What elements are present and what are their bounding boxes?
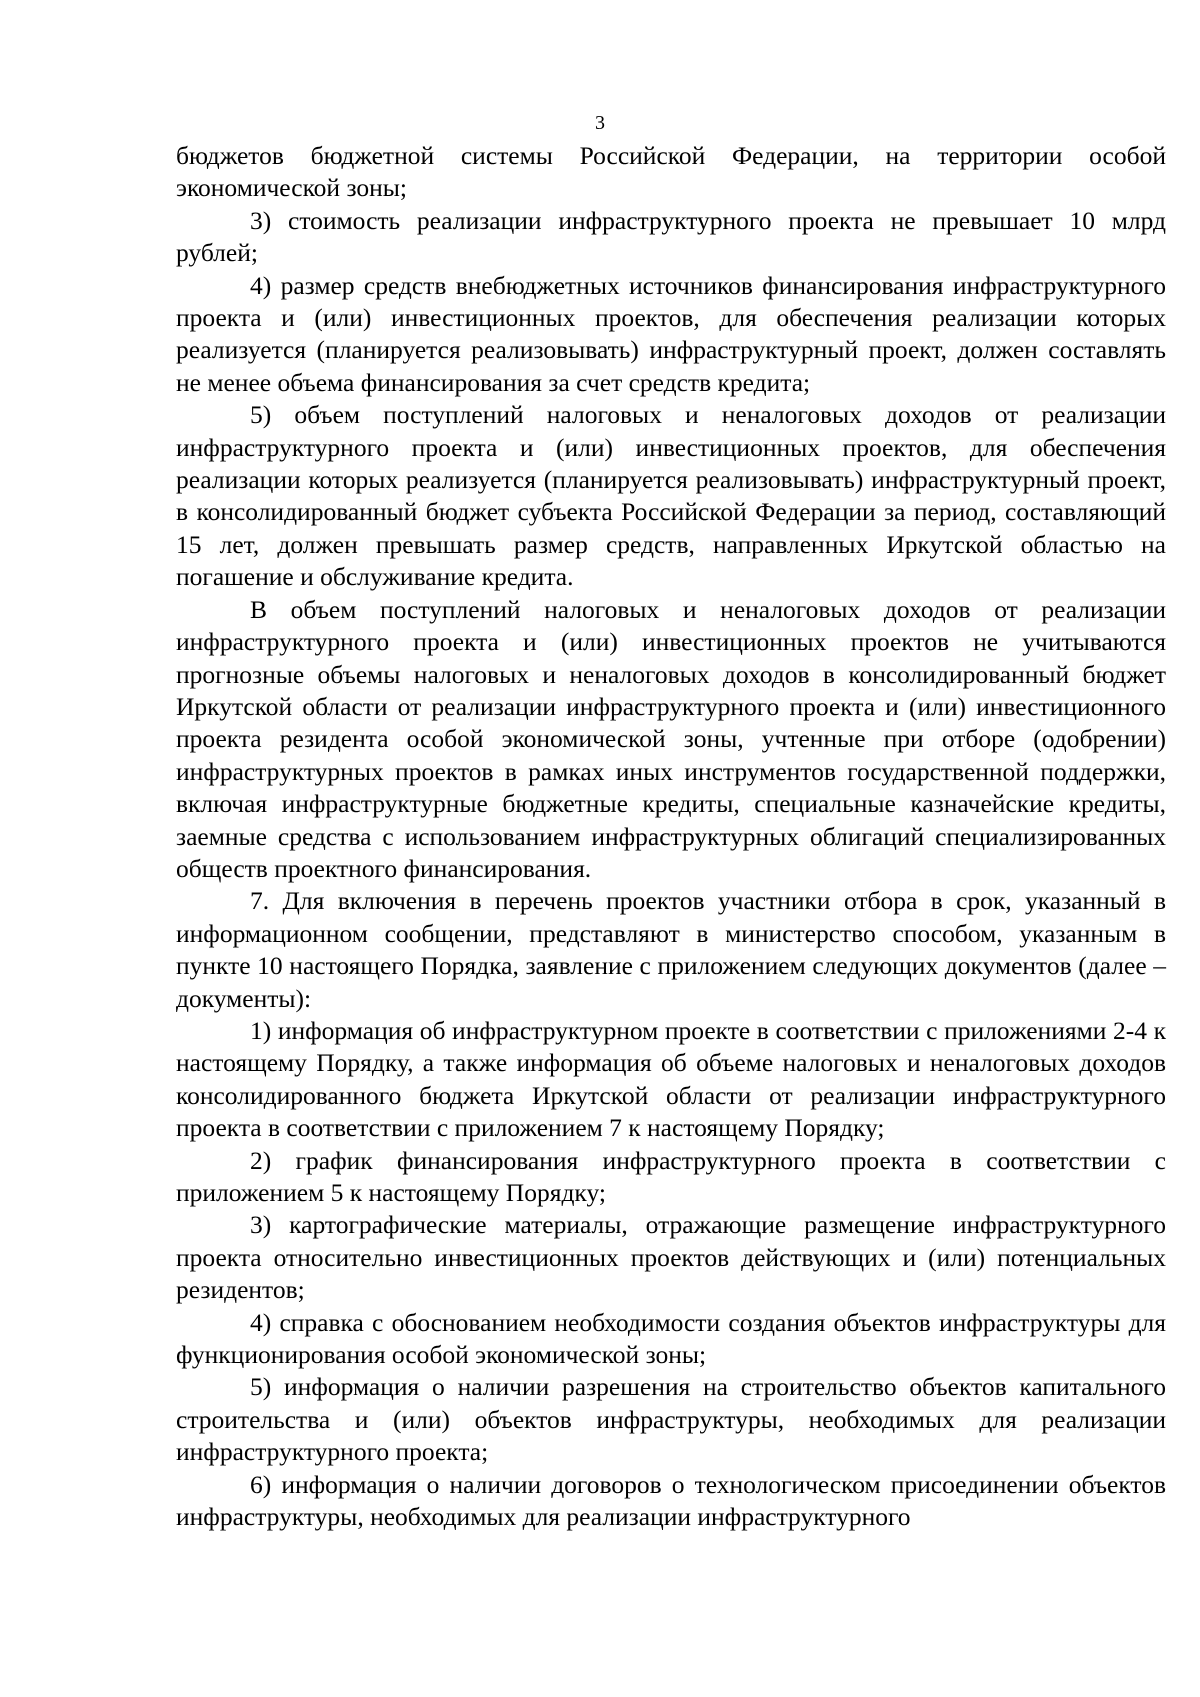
paragraph-doc-item-4: 4) справка с обоснованием необходимости создания объектов инфраструктуры для функционирования особой экономической зоны; (176, 1307, 1166, 1370)
paragraph-doc-item-2: 2) график финансирования инфраструктурного проекта в соответствии с приложением 5 к настоящему Порядку; (176, 1145, 1166, 1207)
paragraph-doc-item-5: 5) информация о наличии разрешения на строительство объектов капитального строительства и (или) объектов инфраструктуры, необходимых для реализации инфраструктурного проекта; (176, 1372, 1166, 1467)
paragraph-item-4-extrabudgetary-funds: 4) размер средств внебюджетных источников финансирования инфраструктурного проекта и (или) инвестиционных проектов, для обеспечения реализации которых реализуется (планируется реализовывать) инфраструктурный проект, должен составлять не менее объема финансирования за счет средств кредита; (176, 270, 1166, 397)
paragraph-clause-7: 7. Для включения в перечень проектов участники отбора в срок, указанный в информационном сообщении, представляют в министерство способом, указанным в пункте 10 настоящего Порядка, заявление с приложением следующих документов (далее – документы): (176, 886, 1166, 1013)
paragraph-doc-item-6: 6) информация о наличии договоров о технологическом присоединении объектов инфраструктуры, необходимых для реализации инфраструктурного (176, 1469, 1166, 1532)
paragraph-revenue-exclusions: В объем поступлений налоговых и неналоговых доходов от реализации инфраструктурного проекта и (или) инвестиционных проектов не учитываются прогнозные объемы налоговых и неналоговых доходов в консолидированный бюджет Иркутской области от реализации инфраструктурного проекта и (или) инвестиционного проекта резидента особой экономической зоны, учтенные при отборе (одобрении) инфраструктурных проектов в рамках иных инструментов государственной поддержки, включая инфраструктурные бюджетные кредиты, специальные казначейские кредиты, заемные средства с использованием инфраструктурных облигаций специализированных обществ проектного финансирования. (176, 594, 1166, 883)
paragraph-item-3-cost: 3) стоимость реализации инфраструктурного проекта не превышает 10 млрд рублей; (176, 205, 1166, 268)
paragraph-doc-item-3: 3) картографические материалы, отражающие размещение инфраструктурного проекта относительно инвестиционных проектов действующих и (или) потенциальных резидентов; (176, 1210, 1166, 1305)
document-body (176, 140, 1166, 1533)
page-number: 3 (595, 112, 605, 134)
paragraph-item-5-tax-revenues: 5) объем поступлений налоговых и неналоговых доходов от реализации инфраструктурного проекта и (или) инвестиционных проектов, для обеспечения реализации которых реализуется (планируется реализовывать) инфраструктурный проект, в консолидированный бюджет субъекта Российской Федерации за период, составляющий 15 лет, должен превышать размер средств, направленных Иркутской областью на погашение и обслуживание кредита. (176, 400, 1166, 592)
paragraph-doc-item-1: 1) информация об инфраструктурном проекте в соответствии с приложениями 2-4 к настоящему Порядку, а также информация об объеме налоговых и неналоговых доходов консолидированного бюджета Иркутской области от реализации инфраструктурного проекта в соответствии с приложением 7 к настоящему Порядку; (176, 1015, 1166, 1143)
paragraph-continuation: бюджетов бюджетной системы Российской Федерации, на территории особой экономической зоны; (176, 141, 1166, 203)
